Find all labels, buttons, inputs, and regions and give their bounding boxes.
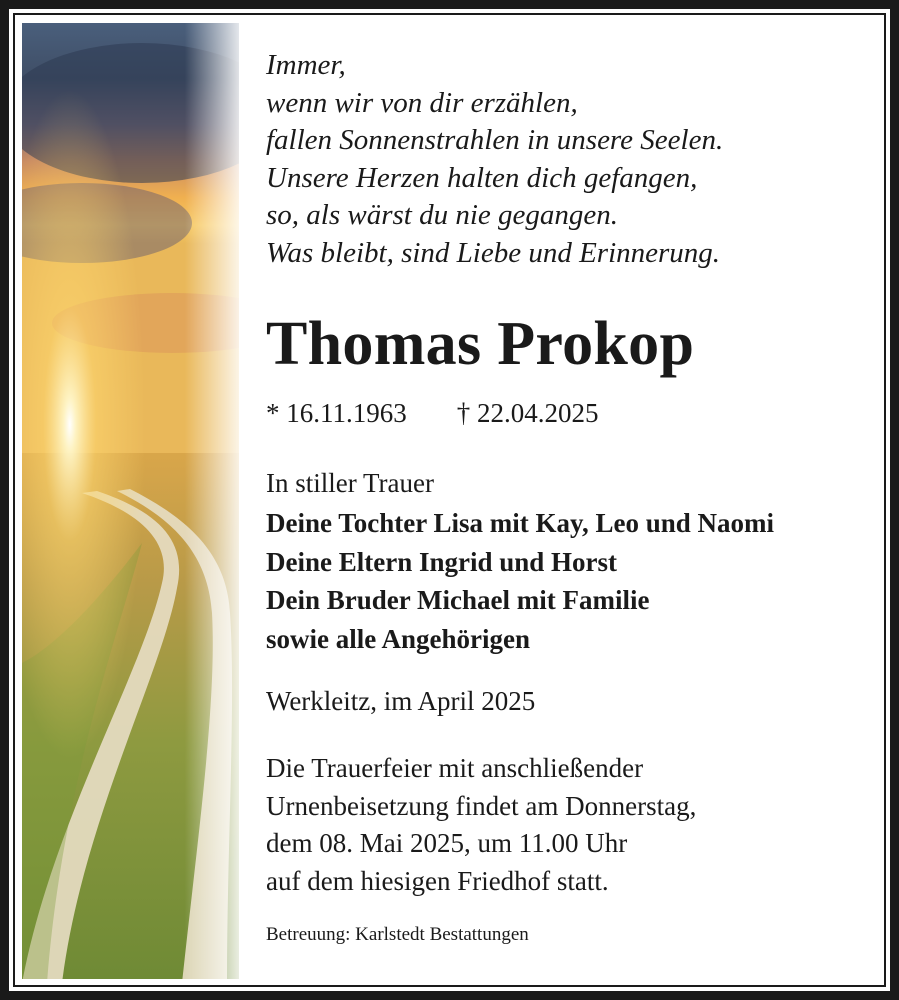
mourner-line: Deine Tochter Lisa mit Kay, Leo und Naomi <box>266 508 775 538</box>
mourners-list <box>266 504 774 658</box>
mourner-line: sowie alle Angehörigen <box>266 623 530 654</box>
obituary-text <box>266 9 876 991</box>
poem-line: Was bleibt, sind Liebe und Erinnerung. <box>266 236 721 269</box>
poem-line: wenn wir von dir erzählen, <box>266 86 578 119</box>
mourner-line: Dein Bruder Michael mit Familie <box>266 585 650 615</box>
deceased-name: Thomas Prokop <box>266 310 695 378</box>
service-line: Die Trauerfeier mit anschließender <box>266 753 644 783</box>
service-line: Urnenbeisetzung findet am Donnerstag, <box>266 790 697 821</box>
life-dates <box>266 397 599 429</box>
service-line: dem 08. Mai 2025, um 11.00 Uhr <box>266 828 628 858</box>
undertaker-credit: Betreuung: Karlstedt Bestattungen <box>266 924 529 945</box>
service-line: auf dem hiesigen Friedhof statt. <box>266 865 609 896</box>
poem-line: fallen Sonnenstrahlen in unsere Seelen. <box>266 124 724 156</box>
birth-date: * 16.11.1963 <box>266 398 407 428</box>
service-info <box>266 750 696 900</box>
poem-line: Unsere Herzen halten dich gefangen, <box>266 161 698 194</box>
memorial-poem <box>266 47 723 272</box>
mourner-line: Deine Eltern Ingrid und Horst <box>266 546 618 577</box>
mourning-intro: In stiller Trauer <box>266 468 434 498</box>
obituary-card <box>9 9 890 991</box>
sunset-field-path-photo <box>22 23 239 979</box>
place-date: Werkleitz, im April 2025 <box>266 686 536 716</box>
death-date: † 22.04.2025 <box>456 398 599 428</box>
poem-line: Immer, <box>266 49 346 81</box>
poem-line: so, als wärst du nie gegangen. <box>266 199 619 231</box>
